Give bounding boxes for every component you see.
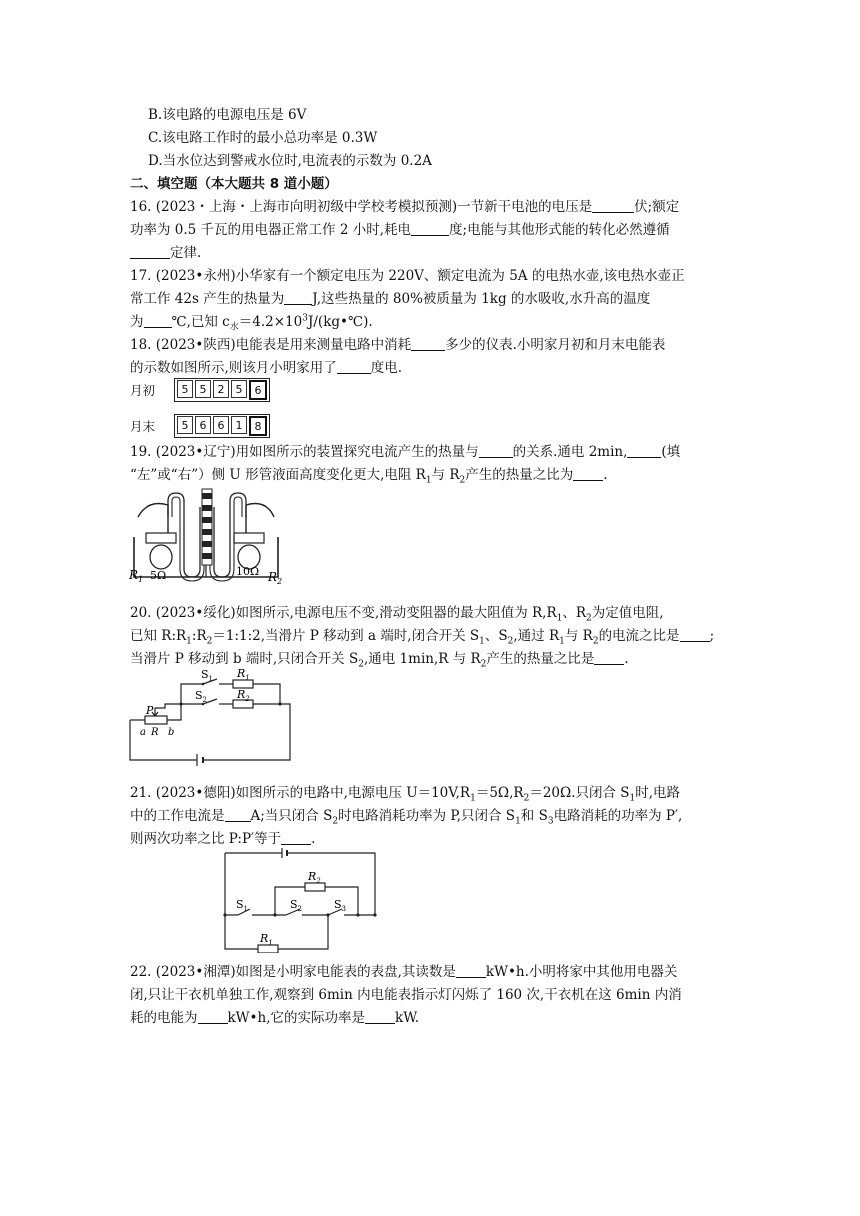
scale-mark [202, 505, 212, 511]
r1-label: $R_1$ [260, 932, 273, 947]
s3-label: $S_3$ [334, 898, 347, 913]
q18-text: 度电. [370, 360, 403, 376]
q20-text: . [624, 651, 629, 667]
s1-label: $S_1$ [201, 668, 214, 683]
q20-text: 、R [562, 605, 587, 621]
subscript: 2 [206, 636, 213, 647]
meter-digits [174, 378, 270, 402]
q21-text: 和 S [520, 808, 548, 824]
ohm-label: 10Ω [236, 565, 260, 578]
subscript: 1 [515, 816, 521, 827]
subscript: 2 [459, 475, 466, 486]
option-b: B.该电路的电源电压是 6V [148, 107, 307, 123]
subscript: 1 [629, 793, 636, 804]
answer-blank[interactable] [680, 627, 710, 642]
q22-text: kW. [395, 1010, 420, 1026]
q17-line3 [130, 313, 373, 331]
r1-label: $R_1$ [129, 568, 144, 584]
r1-label: $R_1$ [237, 668, 250, 682]
scale-mark [202, 493, 212, 499]
meter-end [130, 414, 270, 438]
answer-blank[interactable] [592, 198, 634, 213]
q19-text: 的关系.通电 2min, [512, 444, 628, 460]
q19-line1 [130, 443, 680, 461]
answer-blank[interactable] [144, 313, 172, 328]
subscript: 1 [479, 636, 485, 647]
subscript: 2 [358, 659, 364, 670]
q16-text: 16. (2023・上海・上海市向明初级中学校考模拟预测)一节新干电池的电压是 [130, 199, 593, 215]
answer-blank[interactable] [411, 221, 449, 236]
q17-sub: 水 [229, 322, 239, 333]
q21-text: 则两次功率之比 P:P′等于 [130, 831, 282, 847]
meter-label: 月初 [130, 383, 156, 398]
q17-line2 [130, 290, 650, 308]
resistor-r2 [305, 883, 325, 891]
q19-text: 19. (2023•辽宁)用如图所示的装置探究电流产生的热量与 [130, 444, 479, 460]
q18-text: 18. (2023•陕西)电能表是用来测量电路中消耗 [130, 337, 412, 353]
q21-text: 电路消耗的功率为 P′, [553, 808, 683, 824]
q20-text: ,通电 1min,R 与 R [363, 651, 481, 667]
q20-line1 [130, 604, 664, 622]
q18-line2 [130, 359, 402, 377]
answer-blank[interactable] [411, 336, 445, 351]
meter-digit: 5 [195, 380, 211, 398]
q16-line1 [130, 198, 679, 216]
meter-start [130, 378, 270, 402]
q18-line1 [130, 336, 665, 354]
answer-blank[interactable] [198, 1009, 228, 1024]
subscript: 2 [592, 636, 599, 647]
meter-digit-decimal: 8 [249, 416, 267, 436]
subscript: 2 [332, 816, 339, 827]
wire [205, 704, 290, 760]
meter-digit: 5 [177, 416, 193, 434]
q20-text: 20. (2023•绥化)如图所示,电源电压不变,滑动变阻器的最大阻值为 R,R [130, 605, 557, 621]
meter-digit: 5 [231, 380, 247, 398]
q16-line3 [130, 244, 201, 262]
answer-blank[interactable] [456, 963, 486, 978]
q16-text: 定律. [170, 245, 202, 261]
subscript: 2 [523, 793, 530, 804]
subscript: 1 [559, 636, 565, 647]
resistor-r1 [233, 680, 253, 688]
q16-line2 [130, 221, 670, 239]
answer-blank[interactable] [627, 443, 661, 458]
q16-text: 度;电能与其他形式能的转化必然遵循 [449, 222, 670, 238]
q17-text: 常工作 42s 产生的热量为 [130, 291, 285, 307]
q20-text: 的电流之比是 [598, 628, 680, 644]
answer-blank[interactable] [284, 290, 312, 305]
q17-text: J/(kg•℃). [307, 314, 373, 330]
meter-label: 月末 [130, 419, 156, 434]
q20-line3 [130, 650, 629, 668]
q20-text: 当滑片 P 移动到 b 端时,只闭合开关 S [130, 651, 359, 667]
q20-line2 [130, 627, 714, 645]
a-label: a [140, 727, 146, 738]
q19-text: 产生的热量之比为 [465, 467, 574, 483]
wire [167, 704, 181, 720]
answer-blank[interactable] [225, 807, 251, 822]
q22-line2: 闭,只让干衣机单独工作,观察到 6min 内电能表指示灯闪烁了 160 次,干衣机在这 6min 内消 [130, 987, 682, 1003]
q16-text: 功率为 0.5 千瓦的用电器正常工作 2 小时,耗电 [130, 222, 412, 238]
meter-digits [174, 414, 270, 438]
r2-label: $R_2$ [237, 688, 250, 703]
scale-mark [202, 541, 212, 547]
answer-blank[interactable] [130, 244, 170, 259]
u-tube-figure [128, 487, 288, 587]
wire [155, 704, 181, 708]
q18-text: 多少的仪表.小明家月初和月末电能表 [445, 337, 666, 353]
answer-blank[interactable] [365, 1009, 395, 1024]
p-label: P [146, 704, 154, 717]
q19-text: . [603, 467, 608, 483]
q19-text: “左”或“右”）侧 U 形管液面高度变化更大,电阻 R [130, 467, 426, 483]
rheostat-label: R [151, 727, 159, 738]
q21-text: ＝20Ω.只闭合 S [529, 785, 630, 801]
subscript: 2 [507, 636, 514, 647]
scale-mark [202, 553, 212, 559]
q18-text: 的示数如图所示,则该月小明家用了 [130, 360, 337, 376]
u-tube-left-inner [172, 497, 204, 581]
q19-text: 与 R [431, 467, 460, 483]
answer-blank[interactable] [573, 466, 603, 481]
subscript: 2 [480, 659, 487, 670]
q17-text: 为 [130, 314, 144, 330]
q21-text: . [311, 831, 316, 847]
jar-lid [234, 533, 264, 543]
q21-line3 [130, 830, 315, 848]
meter-digit: 6 [195, 416, 211, 434]
meter-digit: 1 [231, 416, 247, 434]
q20-text: 已知 R:R [130, 628, 187, 644]
option-c: C.该电路工作时的最小总功率是 0.3W [148, 130, 378, 146]
q16-text: 伏;额定 [634, 199, 680, 215]
resistor-r2 [233, 700, 253, 708]
s2-label: $S_2$ [290, 898, 303, 913]
rheostat [145, 716, 167, 724]
q21-text: ＝5Ω,R [475, 785, 524, 801]
meter-digit-decimal: 6 [249, 380, 267, 400]
q22-text: 22. (2023•湘潭)如图是小明家电能表的表盘,其读数是 [130, 964, 456, 980]
option-d: D.当水位达到警戒水位时,电流表的示数为 0.2A [148, 153, 432, 169]
q20-text: :R [191, 628, 207, 644]
subscript: 1 [186, 636, 192, 647]
q20-text: 为定值电阻, [591, 605, 664, 621]
scale-mark [202, 529, 212, 535]
q20-text: 、S [484, 628, 508, 644]
subscript: 1 [470, 793, 476, 804]
q17-text: J,这些热量的 80%被质量为 1kg 的水吸收,水升高的温度 [312, 291, 651, 307]
scale-mark [202, 517, 212, 523]
circuit-figure-q20 [125, 668, 305, 770]
q21-text: 中的工作电流是 [130, 808, 225, 824]
r2-label: $R_2$ [268, 570, 283, 586]
q17-line1: 17. (2023•永州)小华家有一个额定电压为 220V、额定电流为 5A 的电热水壶,该电热水壶正 [130, 268, 685, 284]
s1-label: $S_1$ [236, 898, 249, 913]
q20-text: ＝1:1:2,当滑片 P 移动到 a 端时,闭合开关 S [212, 628, 480, 644]
r2-label: $R_2$ [308, 870, 321, 885]
meter-digit: 2 [213, 380, 229, 398]
wire [253, 684, 280, 704]
meter-digit: 6 [213, 416, 229, 434]
q19-text: (填 [661, 444, 681, 460]
q17-text: ＝4.2×10 [238, 314, 303, 330]
circuit-figure-q21 [220, 847, 385, 953]
q21-text: A;当只闭合 S [250, 808, 333, 824]
subscript: 2 [586, 613, 592, 624]
answer-blank[interactable] [479, 443, 513, 458]
q22-text: 耗的电能为 [130, 1010, 198, 1026]
q22-text: kW•h,它的实际功率是 [227, 1010, 366, 1026]
ohm-label: 5Ω [150, 569, 167, 582]
answer-blank[interactable] [337, 359, 371, 374]
q17-text: ℃,已知 c [171, 314, 230, 330]
q20-text: ; [709, 628, 715, 644]
q21-line2 [130, 807, 682, 825]
q21-text: 21. (2023•德阳)如图所示的电路中,电源电压 U＝10V,R [130, 785, 471, 801]
meter-digit: 5 [177, 380, 193, 398]
q20-text: ,通过 R [513, 628, 560, 644]
answer-blank[interactable] [594, 650, 624, 665]
q21-text: 时,电路 [635, 785, 681, 801]
q17-sup: 3 [302, 313, 308, 324]
wire [130, 720, 197, 760]
section-title: 二、填空题（本大题共 8 道小题） [130, 176, 338, 192]
subscript: 3 [547, 816, 554, 827]
q20-text: 产生的热量之比是 [486, 651, 595, 667]
s2-label: $S_2$ [195, 689, 208, 704]
q19-line2 [130, 466, 608, 484]
answer-blank[interactable] [281, 830, 311, 845]
b-label: b [168, 727, 175, 738]
jar-lid [146, 533, 176, 543]
q21-line1 [130, 784, 680, 802]
q22-line1 [130, 963, 677, 981]
subscript: 1 [556, 613, 563, 624]
jar-bulb [150, 545, 172, 569]
q20-text: 与 R [564, 628, 593, 644]
q22-line3 [130, 1009, 419, 1027]
subscript: 1 [425, 475, 432, 486]
q21-text: 时电路消耗功率为 P,只闭合 S [338, 808, 516, 824]
q22-text: kW•h.小明将家中其他用电器关 [485, 964, 678, 980]
